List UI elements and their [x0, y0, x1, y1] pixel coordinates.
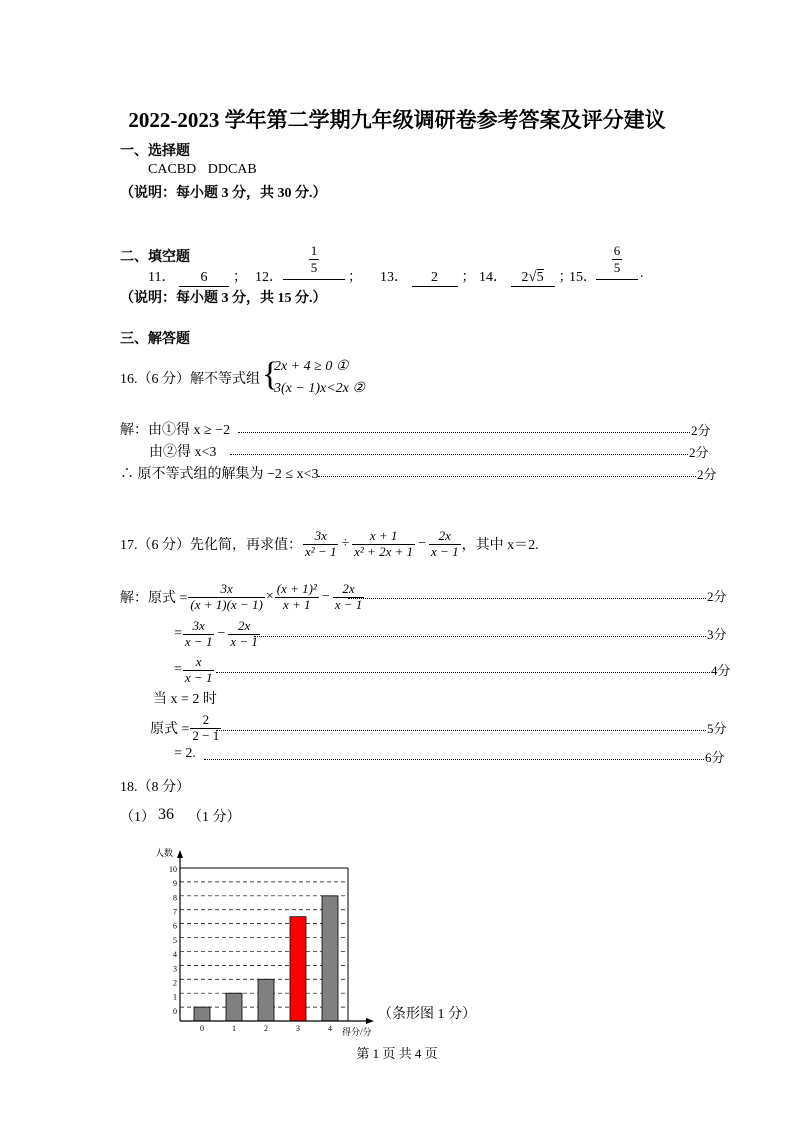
q16-step3: ∴ 原不等式组的解集为 −2 ≤ x<3 — [120, 467, 319, 482]
chart-ytick-label: 0 — [173, 1006, 177, 1016]
q18-part1-score: （1 分） — [188, 810, 241, 825]
score-bar-chart — [140, 842, 390, 1042]
chart-ylabel: 人数 — [155, 848, 174, 858]
chart-ytick-label: 9 — [173, 879, 177, 889]
q13-answer: 2 — [412, 270, 458, 287]
chart-ticks — [169, 865, 332, 1033]
q12: 12． — [255, 270, 283, 285]
q16-ineq1: 2x + 4 ≥ 0 ① — [274, 359, 349, 374]
q13: 13． 2 ； — [380, 270, 476, 285]
section1-heading: 一、选择题 — [120, 144, 190, 159]
q12-sep: ； — [348, 270, 362, 285]
q17-step1: 解：原式 = $\frac{3x}{(x + 1)(x - 1)}$ × $\frac{\text{(x + 1)²}}{x + 1}$ − $\frac{2x}{x - 1}$ — [120, 580, 363, 612]
q16-step3-dots — [318, 476, 696, 477]
chart-caption: （条形图 1 分） — [378, 1007, 476, 1022]
q16-step1: 解：由①得 x ≥ −2 — [120, 423, 231, 438]
q16-step2-dots — [230, 454, 688, 455]
chart-axes — [177, 850, 374, 1024]
section3-heading: 三、解答题 — [120, 332, 190, 347]
q17-step4: 原式 = $\frac{2}{2 - 1}$ — [150, 711, 220, 743]
q12-numerator: 1 5 — [310, 243, 318, 275]
chart-xtick-label: 3 — [296, 1024, 300, 1033]
q16-step3-score: 2分 — [697, 467, 717, 482]
page-title: 2022-2023 学年第二学期九年级调研卷参考答案及评分建议 — [128, 108, 666, 132]
chart-bar — [194, 1007, 210, 1021]
chart-ytick-label: 3 — [173, 964, 177, 974]
page-footer: 第 1 页 共 4 页 — [356, 1046, 438, 1061]
chart-x-axis-arrow — [366, 1018, 374, 1024]
section2-heading: 二、填空题 — [120, 250, 190, 265]
q17-step1-score: 2分 — [707, 589, 727, 604]
q18-part1-label: （1） — [120, 810, 155, 825]
chart-xtick-label: 4 — [328, 1024, 332, 1033]
q14-answer: 2√5 — [511, 269, 555, 287]
chart-xlabel: 得分/分 — [342, 1027, 372, 1037]
chart-y-axis-arrow — [177, 850, 183, 858]
chart-bars — [194, 896, 338, 1021]
q15: 15． — [569, 270, 597, 285]
q11-answer: 6 — [179, 270, 229, 287]
chart-ytick-label: 6 — [173, 921, 177, 931]
q16-brace: { — [262, 356, 279, 393]
q17-step5-dots — [204, 759, 704, 760]
q18-prompt: 18.（8 分） — [120, 780, 190, 795]
q17-step3: = $\frac{x}{x - 1}$ — [174, 653, 213, 685]
chart-ytick-label: 2 — [173, 978, 177, 988]
q17-step3-score: 4分 — [711, 663, 731, 678]
chart-ytick-label: 7 — [173, 907, 177, 917]
chart-bar — [226, 993, 242, 1021]
chart-ytick-label: 10 — [169, 865, 177, 874]
chart-xtick-label: 0 — [200, 1024, 204, 1033]
q16-prompt: 16.（6 分）解不等式组 — [120, 372, 260, 387]
choice-answers: CACBD DDCAB — [148, 162, 257, 177]
q15-underline — [596, 279, 638, 280]
q17-prompt-row: 17.（6 分）先化简，再求值： $\frac{3x}{\text{x² − 1}}$ ÷ $\frac{x + 1}{\text{x² + 2x + 1}}$ − $\frac{2x}{x - 1}$ ，其中 x＝2. — [120, 527, 539, 559]
q17-step3-dots — [216, 672, 710, 673]
q17-step5: = 2. — [174, 746, 196, 761]
chart-bar — [290, 917, 306, 1021]
q17-step2: = $\frac{3x}{x - 1}$ − $\frac{2x}{x - 1}$ — [174, 617, 258, 649]
q17-step5-score: 6分 — [705, 750, 725, 765]
q17-step1-dots — [348, 598, 706, 599]
section1-note: （说明：每小题 3 分，共 30 分.） — [120, 186, 327, 201]
section2-note: （说明：每小题 3 分，共 15 分.） — [120, 291, 327, 306]
q12-underline — [283, 279, 345, 280]
q14: 14． 2√5 ； — [479, 269, 573, 285]
q17-when: 当 x = 2 时 — [153, 692, 217, 707]
chart-ytick-label: 4 — [173, 950, 177, 960]
q11: 11． 6 ； — [148, 270, 247, 285]
q17-step2-dots — [254, 636, 706, 637]
q16-step1-score: 2分 — [691, 423, 711, 438]
chart-bar — [322, 896, 338, 1021]
q17-step4-score: 5分 — [707, 721, 727, 736]
q17-step2-score: 3分 — [707, 627, 727, 642]
chart-xtick-label: 2 — [264, 1024, 268, 1033]
q17-step4-dots — [216, 730, 706, 731]
q15-end: . — [640, 266, 644, 281]
q15-fraction: 6 5 — [613, 243, 621, 275]
chart-ytick-label: 8 — [173, 893, 177, 903]
chart-bar — [258, 979, 274, 1021]
q16-ineq2: 3(x − 1)x<2x ② — [274, 381, 365, 396]
q16-step2: 由②得 x<3 — [149, 445, 217, 460]
chart-ytick-label: 1 — [173, 992, 177, 1002]
q16-step2-score: 2分 — [689, 445, 709, 460]
q18-part1-answer: 36 — [158, 806, 174, 823]
q16-step1-dots — [238, 432, 690, 433]
chart-xtick-label: 1 — [232, 1024, 236, 1033]
chart-ytick-label: 5 — [173, 935, 177, 945]
